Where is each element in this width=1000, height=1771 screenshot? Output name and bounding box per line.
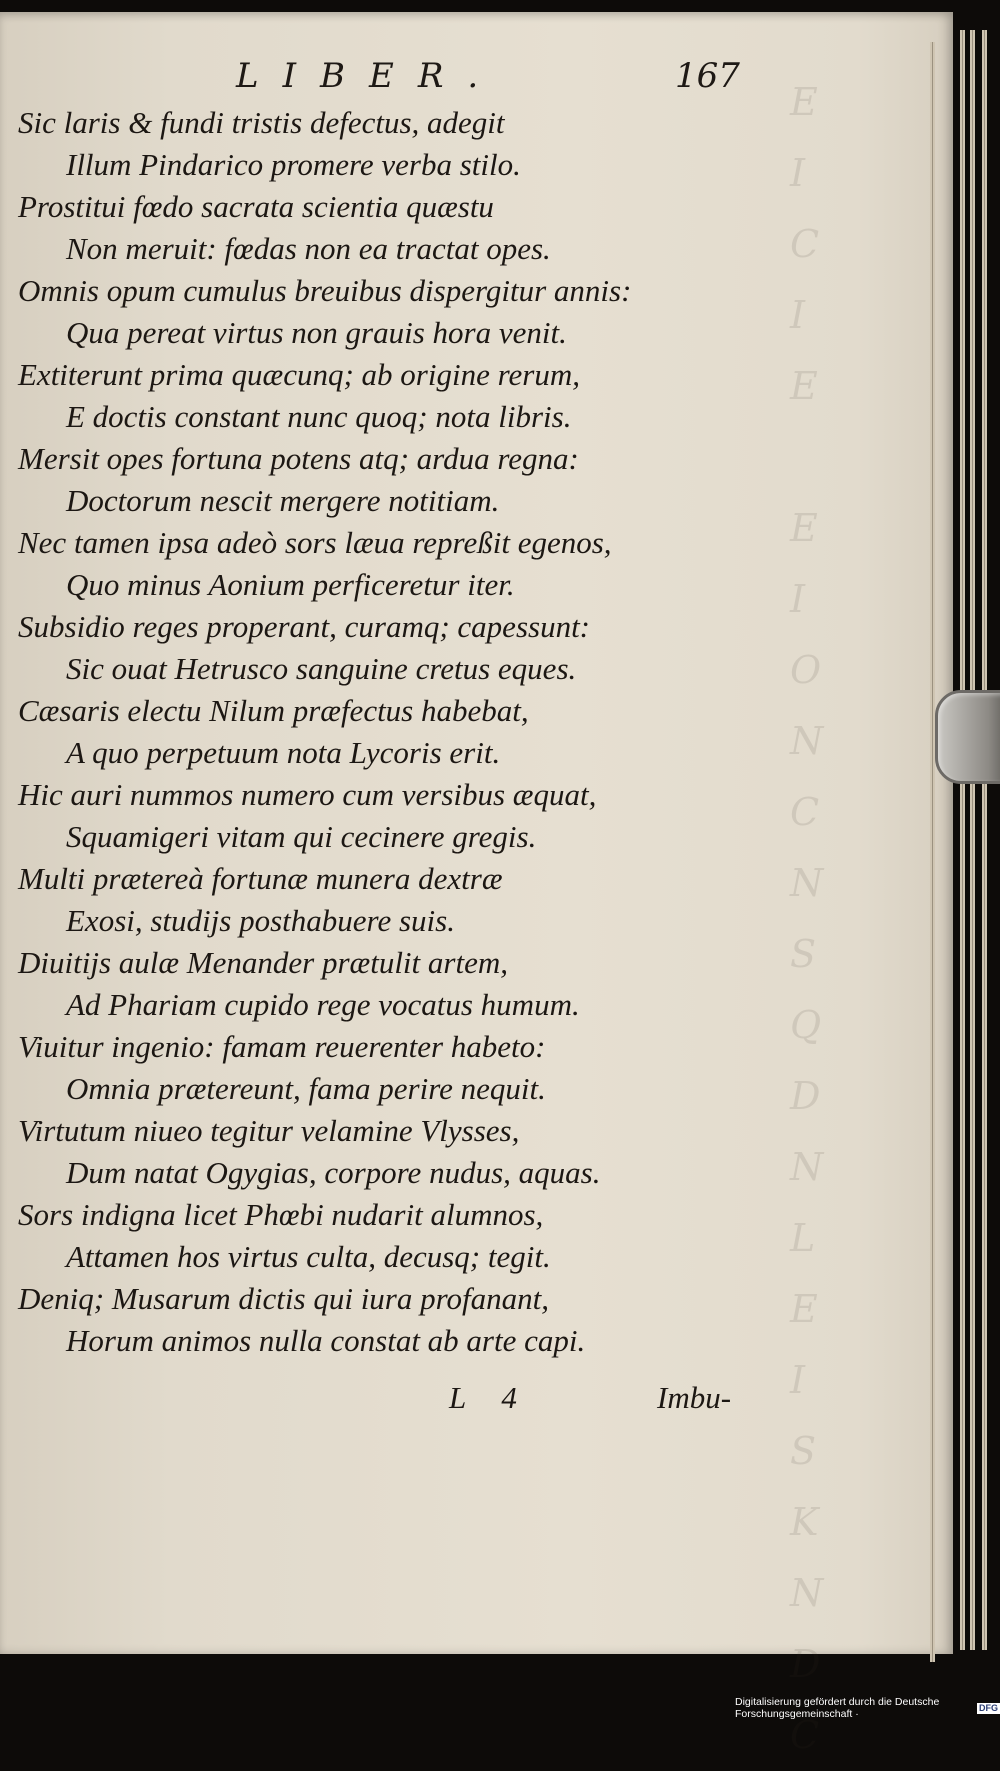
verse-line: Sors indigna licet Phœbi nudarit alumnos, bbox=[18, 1197, 544, 1232]
verse-line: Omnia prætereunt, fama perire nequit. bbox=[66, 1071, 546, 1106]
bleed-through-text: E I C I E E I O N C N S Q D N L E I S K N D C bbox=[790, 80, 824, 1757]
digitization-credit bbox=[735, 1696, 1000, 1720]
verse-line: Sic ouat Hetrusco sanguine cretus eques. bbox=[66, 651, 577, 686]
verse-line: Hic auri nummos numero cum versibus æquat, bbox=[18, 777, 597, 812]
verse-line: Prostitui fœdo sacrata scientia quæstu bbox=[18, 189, 494, 224]
credit-text: Digitalisierung gefördert durch die Deutsche Forschungsgemeinschaft · bbox=[735, 1696, 940, 1720]
verse-line: Nec tamen ipsa adeò sors læua repreßit egenos, bbox=[18, 525, 612, 560]
verse-line: Quo minus Aonium perficeretur iter. bbox=[66, 567, 515, 602]
signature-mark: L 4 bbox=[449, 1380, 531, 1415]
verse-line: Extiterunt prima quæcunq; ab origine rerum, bbox=[18, 357, 580, 392]
verse-line: Exosi, studijs posthabuere suis. bbox=[66, 903, 455, 938]
verse-line: Ad Phariam cupido rege vocatus humum. bbox=[66, 987, 580, 1022]
page-footer bbox=[0, 1380, 960, 1424]
verse-line: A quo perpetuum nota Lycoris erit. bbox=[66, 735, 501, 770]
page-number: 167 bbox=[675, 56, 740, 96]
book-clasp bbox=[935, 690, 1000, 784]
verse-line: Virtutum niueo tegitur velamine Vlysses, bbox=[18, 1113, 520, 1148]
verse-line: Dum natat Ogygias, corpore nudus, aquas. bbox=[66, 1155, 601, 1190]
verse-line: Qua pereat virtus non grauis hora venit. bbox=[66, 315, 567, 350]
catchword: Imbu- bbox=[657, 1380, 732, 1415]
verse-line: Doctorum nescit mergere notitiam. bbox=[66, 483, 500, 518]
verse-line: Horum animos nulla constat ab arte capi. bbox=[66, 1323, 586, 1358]
verse-line: Non meruit: fœdas non ea tractat opes. bbox=[66, 231, 551, 266]
verse-line: Mersit opes fortuna potens atq; ardua regna: bbox=[18, 441, 579, 476]
page-header bbox=[0, 56, 1000, 96]
verse-line: Viuitur ingenio: famam reuerenter habeto: bbox=[18, 1029, 546, 1064]
verse-line: E doctis constant nunc quoq; nota libris. bbox=[66, 399, 572, 434]
verse-line: Deniq; Musarum dictis qui iura profanant, bbox=[18, 1281, 550, 1316]
verse-line: Squamigeri vitam qui cecinere gregis. bbox=[66, 819, 537, 854]
verse-line: Multi prætereà fortunæ munera dextræ bbox=[18, 861, 503, 896]
verse-line: Subsidio reges properant, curamq; capessunt: bbox=[18, 609, 591, 644]
verse-line: Cæsaris electu Nilum præfectus habebat, bbox=[18, 693, 529, 728]
running-title: LIBER. bbox=[236, 56, 503, 96]
text-block-edges-2 bbox=[970, 30, 975, 1650]
verse-line: Omnis opum cumulus breuibus dispergitur annis: bbox=[18, 273, 632, 308]
verse-line: Attamen hos virtus culta, decusq; tegit. bbox=[66, 1239, 551, 1274]
text-block-edges-3 bbox=[982, 30, 987, 1650]
text-block-edges bbox=[960, 30, 965, 1650]
verse-line: Sic laris & fundi tristis defectus, adegit bbox=[18, 105, 505, 140]
verse-line: Illum Pindarico promere verba stilo. bbox=[66, 147, 521, 182]
dfg-logo: DFG bbox=[979, 1702, 998, 1713]
verse-line: Diuitijs aulæ Menander prætulit artem, bbox=[18, 945, 508, 980]
